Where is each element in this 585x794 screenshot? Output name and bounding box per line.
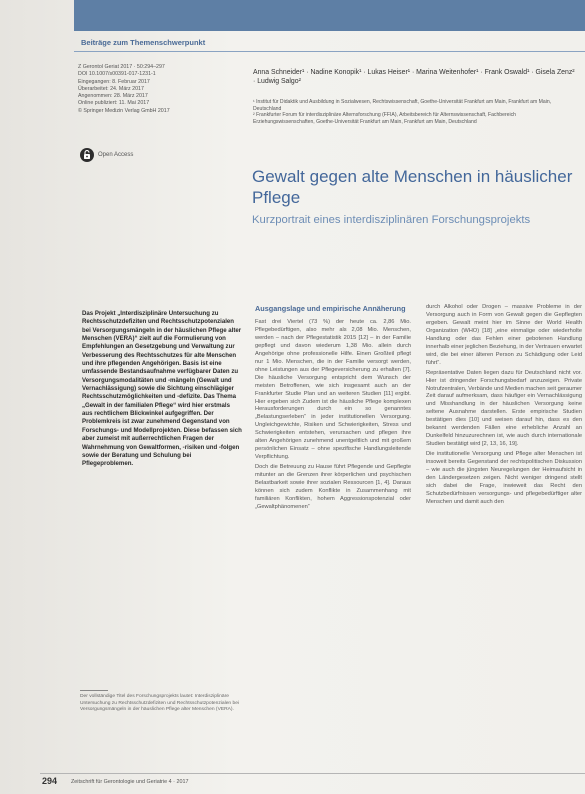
page-number: 294 bbox=[42, 776, 58, 786]
footnote-divider bbox=[80, 690, 108, 691]
meta-line: DOI 10.1007/s00391-017-1231-1 bbox=[78, 71, 156, 78]
meta-line: Z Gerontol Geriat 2017 · 50:294–297 bbox=[78, 64, 165, 70]
affiliations bbox=[253, 99, 578, 125]
affiliation-line: ² Frankfurter Forum für interdisziplinäre Alternsforschung (FFIA), Arbeitsbereich für Alternswissenschaft, Fachbereich Erziehungswissenschaften, Goethe-Universität Frankfurt am Main, Frankfurt am Main, Deutschland bbox=[253, 112, 516, 125]
meta-line: Überarbeitet: 24. März 2017 bbox=[78, 85, 144, 92]
body-column-right bbox=[426, 304, 582, 509]
article-subtitle: Kurzportrait eines interdisziplinären Forschungsprojekts bbox=[252, 214, 531, 226]
body-column-left bbox=[255, 304, 411, 514]
body-paragraph: Repräsentative Daten liegen dazu für Deutschland nicht vor. Hier ist dringender Forschungsbedarf anzuzeigen. Private Notrufzentralen, Verbände und Medien machen seit geraumer Zeit darauf aufmerksam, dass häufiger ein Vernachlässigung und Misshandlung in der häuslichen Versorgung keine seltene Ausnahme darstellen. Erste empirische Studien bestätigen dies [10] und weisen darauf hin, dass es den bekannt werdenden Fällen eine erhebliche Anzahl an Dunkelfeld hinzuzurechnen ist, wie auch durch internationale Studien bestätigt wird [2, 13, 16, 19]. bbox=[426, 369, 582, 448]
author-list: Anna Schneider¹ · Nadine Konopik¹ · Lukas Heiser¹ · Marina Weitenhofer¹ · Frank Oswald¹ · Gisela Zenz² · Ludwig Salgo² bbox=[253, 69, 575, 85]
header-color-bar bbox=[74, 0, 585, 31]
open-access-icon bbox=[80, 148, 94, 162]
journal-name: Zeitschrift für Gerontologie und Geriatrie 4 · 2017 bbox=[71, 779, 189, 785]
meta-line: Online publiziert: 11. Mai 2017 bbox=[78, 100, 150, 107]
meta-line: Angenommen: 28. März 2017 bbox=[78, 93, 148, 100]
open-access-label: Open Access bbox=[98, 152, 134, 158]
article-metadata bbox=[78, 64, 238, 115]
affiliation-line: ¹ Institut für Didaktik und Ausbildung in Sozialwesen, Rechtswissenschaft, Goethe-Universität Frankfurt am Main, Frankfurt am Main, Deutschland bbox=[253, 99, 552, 112]
article-title: Gewalt gegen alte Menschen in häuslicher Pflege bbox=[252, 167, 573, 207]
section-heading: Beiträge zum Themenschwerpunkt bbox=[81, 38, 206, 47]
footnote: Der vollständige Titel des Forschungsprojekts lautet: Interdisziplinäre Untersuchung zu Rechtsschutzdefiziten und Rechtsschutzpotenzialen bei Versorgungsmängeln in der häuslichen Pflege alter Menschen (VERA). bbox=[80, 694, 240, 713]
body-heading: Ausgangslage und empirische Annäherung bbox=[255, 304, 406, 313]
body-paragraph: Fast drei Viertel (73 %) der heute ca. 2,86 Mio. Pflegebedürftigen, also mehr als 2,08 Mio. Menschen, werden – nach der Pflegestatistik 2015 [12] – in der Familie gepflegt und davon wiederum 1,38 Mio. allein durch Angehörige ohne professionelle Hilfe. Einen Großteil pflegt nur 1 Mio. Menschen, die in der Familie versorgt werden, ohne Leistungen aus der Pflegeversicherung zu erhalten [7]. Die häusliche Versorgung entspricht dem Wunsch der meisten Betroffenen, wie sich insgesamt auch an der Frankfurter Studie Plan und an weiteren Studien [11] ergibt. Hier ergeben sich Zudem ist die häusliche Pflege komplexen Herausforderungen durch ein so genanntes „Belastungserleben“ in jeder institutionellen Versorgung. Ungleichgewichte, Risiken und Schwierigkeiten, Stress und Schwierigkeiten entstehen, verursachen und pflegen ihre alten Angehörigen zunehmend unentgeltlich und mit großem persönlichen Einsatz – ohne spezifische Handlungsleitende Verpflichtung. bbox=[255, 319, 411, 461]
footer-divider bbox=[40, 773, 585, 774]
body-paragraph: durch Alkohol oder Drogen – massive Probleme in der Versorgung auch in Form von Gewalt gegen die Gepflegten ergeben. Gewalt meint hier im Sinne der World Health Organization (WHO) [18] „eine einmalige oder wiederholte Handlung oder das Fehlen einer gebotenen Handlung innerhalb einer jeglichen Beziehung, in der Vertrauen erwartet wird, die bei einer älteren Person zu Schädigung oder Leid führt“. bbox=[426, 304, 582, 366]
body-paragraph: Doch die Betreuung zu Hause führt Pflegende und Gepflegte mitunter an die Grenzen ihrer körperlichen und psychischen Belastbarkeit sowie ihrer sozialen Ressourcen [1, 4]. Daraus können sich zudem Konflikte in Zusammenhang mit familiären Konflikten, hohem Aggressionspotenzial oder „Gewaltphänomenen“ bbox=[255, 464, 411, 510]
open-access-badge bbox=[80, 148, 133, 162]
meta-line: Eingegangen: 8. Februar 2017 bbox=[78, 78, 150, 85]
section-divider bbox=[74, 51, 585, 52]
body-paragraph: Die institutionelle Versorgung und Pflege alter Menschen ist insoweit bereits Gegenstand der rechtspolitischen Diskussion – wie auch die jüngsten Neuregelungen der Heimaufsicht in den Ländergesetzen zeigen. Nicht weniger dringend stellt sich dabei die Frage, inwieweit das Recht den Schutzbedürfnissen versorgungs- und pflegebedürftiger alter Menschen und damit auch den bbox=[426, 451, 582, 505]
meta-line: © Springer Medizin Verlag GmbH 2017 bbox=[78, 107, 170, 114]
abstract: Das Projekt „Interdisziplinäre Untersuchung zu Rechtsschutzdefiziten und Rechtsschutzpotenzialen bei Versorgungsmängeln in der häuslichen Pflege alter Menschen (VERA)“ zielt auf die Formulierung von Empfehlungen an Gesetzgebung und Verwaltung zur Verbesserung des Rechtsschutzes für alte Menschen und ihre pflegenden Angehörigen. Basis ist eine umfassende Bestandsaufnahme verfügbarer Daten zu Versorgungsmodalitäten und -mängeln (Gewalt und Vernachlässigung) sowie die Sichtung einschlägiger Rechtsschutzmöglichkeiten und -defizite. Das Thema „Gewalt in der familialen Pflege“ wird hier erstmals aus rechtlichem Blickwinkel aufgegriffen. Der Problemkreis ist zwar zunehmend Gegenstand von Forschungs- und Modellprojekten. Diese befassen sich aber zumeist mit außerrechtlichen Fragen der Wahrnehmung von Gewaltformen, -risiken und -folgen sowie der Beratung und Schulung bei Pflegeproblemen. bbox=[82, 310, 242, 468]
